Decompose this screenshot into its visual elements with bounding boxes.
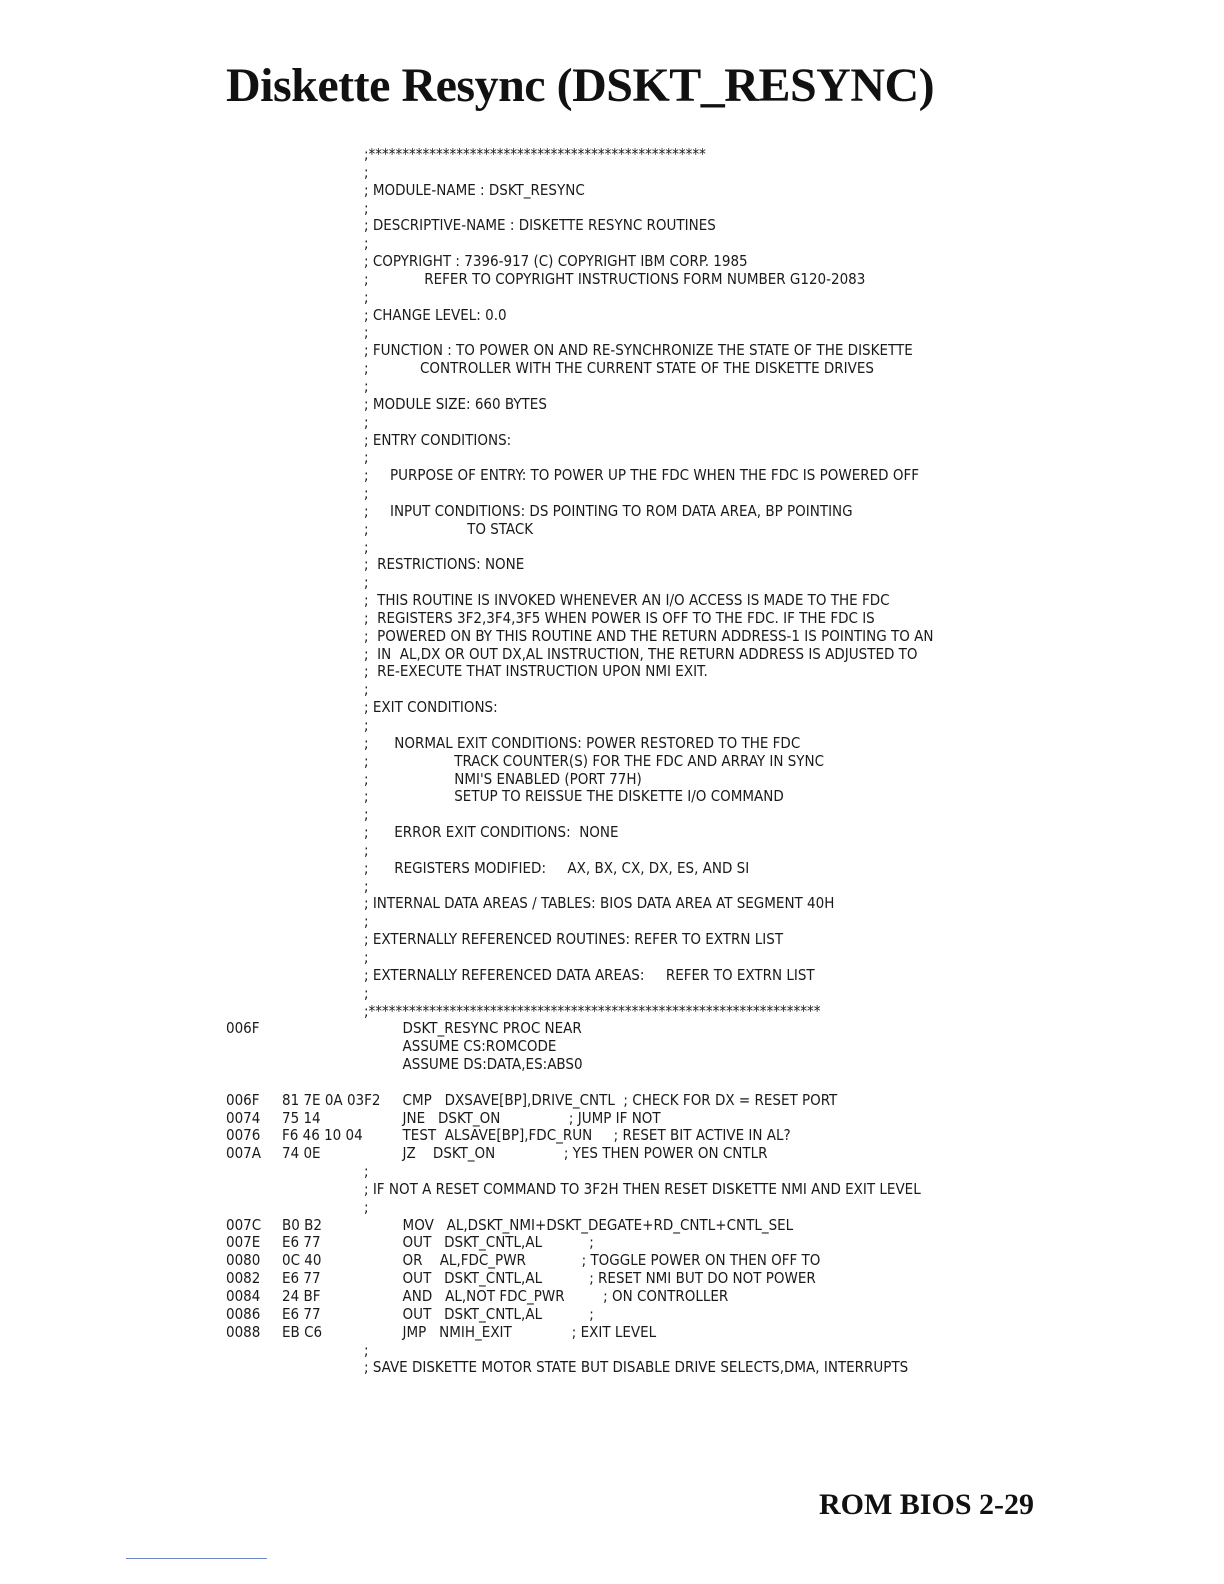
listing-address: 007A — [226, 1144, 261, 1163]
listing-source-text: ; INPUT CONDITIONS: DS POINTING TO ROM DATA AREA, BP POINTING — [364, 501, 853, 520]
listing-line — [226, 289, 1216, 307]
listing-line — [226, 1092, 1216, 1110]
listing-source-text: ASSUME CS:ROMCODE — [364, 1037, 557, 1056]
listing-line — [226, 235, 1216, 253]
listing-line — [226, 1074, 1216, 1092]
listing-line — [226, 574, 1216, 592]
listing-line — [226, 253, 1216, 271]
listing-line — [226, 1234, 1216, 1252]
listing-source-text: ; — [364, 287, 369, 306]
listing-source-text: ; MODULE SIZE: 660 BYTES — [364, 394, 547, 413]
listing-source-text: ; — [364, 947, 369, 966]
listing-line — [226, 414, 1216, 432]
listing-line — [226, 878, 1216, 896]
listing-object-code: 75 14 — [282, 1108, 321, 1127]
listing-line — [226, 503, 1216, 521]
listing-source-text: ; EXTERNALLY REFERENCED DATA AREAS: REFER TO EXTRN LIST — [364, 965, 815, 984]
listing-source-text: ; — [364, 716, 369, 734]
listing-line — [226, 592, 1216, 610]
listing-source-text: ;******************************************************************* — [364, 1001, 821, 1020]
listing-source-text: ; TO STACK — [364, 519, 534, 538]
listing-line — [226, 360, 1216, 378]
listing-line — [226, 699, 1216, 717]
listing-line — [226, 271, 1216, 289]
listing-source-text: ; EXTERNALLY REFERENCED ROUTINES: REFER TO EXTRN LIST — [364, 930, 784, 949]
listing-line — [226, 842, 1216, 860]
listing-line — [226, 788, 1216, 806]
listing-source-text: MOV AL,DSKT_NMI+DSKT_DEGATE+RD_CNTL+CNTL_SEL — [364, 1215, 794, 1234]
listing-line — [226, 200, 1216, 218]
listing-line — [226, 949, 1216, 967]
listing-source-text: ; — [364, 573, 369, 592]
listing-source-text: ; RE-EXECUTE THAT INSTRUCTION UPON NMI EXIT. — [364, 662, 708, 681]
listing-source-text: JZ DSKT_ON ; YES THEN POWER ON CNTLR — [364, 1144, 768, 1163]
listing-source-text: ; IN AL,DX OR OUT DX,AL INSTRUCTION, THE RETURN ADDRESS IS ADJUSTED TO — [364, 644, 918, 663]
listing-address: 0082 — [226, 1269, 261, 1288]
listing-line — [226, 628, 1216, 646]
listing-source-text: ; — [364, 876, 369, 895]
listing-object-code: F6 46 10 04 — [282, 1126, 363, 1145]
listing-line — [226, 182, 1216, 200]
listing-source-text: ; ENTRY CONDITIONS: — [364, 430, 512, 449]
listing-line — [226, 1038, 1216, 1056]
listing-source-text: ; — [364, 448, 369, 467]
listing-source-text: ; REFER TO COPYRIGHT INSTRUCTIONS FORM NUMBER G120-2083 — [364, 269, 866, 288]
listing-source-text: ; — [364, 412, 369, 431]
listing-object-code: E6 77 — [282, 1269, 321, 1288]
listing-source-text: CMP DXSAVE[BP],DRIVE_CNTL ; CHECK FOR DX = RESET PORT — [364, 1090, 838, 1109]
listing-object-code: 0C 40 — [282, 1251, 322, 1270]
listing-line — [226, 735, 1216, 753]
listing-line — [226, 771, 1216, 789]
listing-source-text: OUT DSKT_CNTL,AL ; — [364, 1304, 594, 1323]
listing-address: 007C — [226, 1215, 262, 1234]
listing-line — [226, 1181, 1216, 1199]
listing-line — [226, 556, 1216, 574]
listing-object-code: EB C6 — [282, 1322, 323, 1341]
listing-line — [226, 217, 1216, 235]
listing-line — [226, 913, 1216, 931]
listing-line — [226, 860, 1216, 878]
listing-source-text: OUT DSKT_CNTL,AL ; — [364, 1233, 594, 1252]
listing-line — [226, 1217, 1216, 1235]
listing-line — [226, 967, 1216, 985]
listing-source-text: JMP NMIH_EXIT ; EXIT LEVEL — [364, 1322, 657, 1341]
listing-line — [226, 610, 1216, 628]
listing-source-text: ; TRACK COUNTER(S) FOR THE FDC AND ARRAY IN SYNC — [364, 751, 825, 770]
listing-source-text: TEST ALSAVE[BP],FDC_RUN ; RESET BIT ACTIVE IN AL? — [364, 1126, 791, 1145]
listing-line — [226, 646, 1216, 664]
listing-source-text: ; — [364, 484, 369, 503]
listing-line — [226, 1020, 1216, 1038]
listing-source-text: ; — [364, 840, 369, 859]
listing-line — [226, 307, 1216, 325]
listing-source-text: ; REGISTERS MODIFIED: AX, BX, CX, DX, ES, AND SI — [364, 858, 750, 877]
listing-source-text: OUT DSKT_CNTL,AL ; RESET NMI BUT DO NOT POWER — [364, 1269, 816, 1288]
listing-line — [226, 1003, 1216, 1021]
listing-line — [226, 1056, 1216, 1074]
listing-line — [226, 717, 1216, 735]
listing-source-text: ; INTERNAL DATA AREAS / TABLES: BIOS DATA AREA AT SEGMENT 40H — [364, 894, 835, 913]
listing-source-text: OR AL,FDC_PWR ; TOGGLE POWER ON THEN OFF TO — [364, 1251, 821, 1270]
listing-source-text: ;************************************************** — [364, 145, 706, 163]
listing-source-text: ; MODULE-NAME : DSKT_RESYNC — [364, 180, 585, 199]
listing-address: 006F — [226, 1090, 260, 1109]
listing-source-text: ; NMI'S ENABLED (PORT 77H) — [364, 769, 642, 788]
listing-source-text: ; — [364, 376, 369, 395]
listing-line — [226, 521, 1216, 539]
listing-source-text: ; RESTRICTIONS: NONE — [364, 555, 525, 574]
listing-line — [226, 895, 1216, 913]
listing-source-text: ; — [364, 805, 369, 824]
listing-address: 0076 — [226, 1126, 261, 1145]
listing-line — [226, 146, 1216, 164]
listing-line — [226, 449, 1216, 467]
code-listing — [226, 146, 1216, 1377]
listing-line — [226, 1110, 1216, 1128]
listing-line — [226, 396, 1216, 414]
listing-source-text: ; POWERED ON BY THIS ROUTINE AND THE RETURN ADDRESS-1 IS POINTING TO AN — [364, 626, 934, 645]
listing-address: 007E — [226, 1233, 261, 1252]
listing-source-text: ASSUME DS:DATA,ES:ABS0 — [364, 1055, 583, 1074]
listing-source-text: ; — [364, 1162, 369, 1181]
listing-line — [226, 1127, 1216, 1145]
listing-source-text: ; REGISTERS 3F2,3F4,3F5 WHEN POWER IS OFF TO THE FDC. IF THE FDC IS — [364, 608, 875, 627]
page-title: Diskette Resync (DSKT_RESYNC) — [226, 59, 935, 112]
listing-line — [226, 342, 1216, 360]
listing-source-text: ; — [364, 162, 369, 181]
listing-source-text: ; CONTROLLER WITH THE CURRENT STATE OF THE DISKETTE DRIVES — [364, 359, 874, 378]
listing-line — [226, 1324, 1216, 1342]
listing-object-code: E6 77 — [282, 1233, 321, 1252]
listing-line — [226, 1252, 1216, 1270]
listing-address: 006F — [226, 1019, 260, 1038]
listing-source-text: ; NORMAL EXIT CONDITIONS: POWER RESTORED TO THE FDC — [364, 733, 801, 752]
listing-source-text: ; SAVE DISKETTE MOTOR STATE BUT DISABLE DRIVE SELECTS,DMA, INTERRUPTS — [364, 1358, 909, 1377]
listing-source-text: ; — [364, 912, 369, 931]
listing-source-text: ; SETUP TO REISSUE THE DISKETTE I/O COMMAND — [364, 787, 784, 806]
listing-source-text: DSKT_RESYNC PROC NEAR — [364, 1019, 582, 1038]
listing-source-text: ; — [364, 1340, 369, 1359]
listing-line — [226, 324, 1216, 342]
listing-source-text: ; — [364, 983, 369, 1002]
listing-source-text: ; THIS ROUTINE IS INVOKED WHENEVER AN I/O ACCESS IS MADE TO THE FDC — [364, 591, 890, 610]
listing-line — [226, 1145, 1216, 1163]
listing-address: 0080 — [226, 1251, 261, 1270]
listing-line — [226, 467, 1216, 485]
listing-line — [226, 1288, 1216, 1306]
listing-object-code: 74 0E — [282, 1144, 321, 1163]
listing-source-text: ; — [364, 537, 369, 556]
footer-rule — [126, 1558, 267, 1559]
listing-line — [226, 1359, 1216, 1377]
listing-line — [226, 164, 1216, 182]
listing-source-text: JNE DSKT_ON ; JUMP IF NOT — [364, 1108, 661, 1127]
listing-source-text: ; COPYRIGHT : 7396-917 (C) COPYRIGHT IBM CORP. 1985 — [364, 252, 748, 271]
listing-line — [226, 753, 1216, 771]
listing-address: 0074 — [226, 1108, 261, 1127]
listing-object-code: 81 7E 0A 03F2 — [282, 1090, 381, 1109]
listing-address: 0084 — [226, 1287, 261, 1305]
listing-source-text: ; DESCRIPTIVE-NAME : DISKETTE RESYNC ROUTINES — [364, 216, 716, 235]
listing-source-text: ; — [364, 198, 369, 217]
listing-source-text: ; FUNCTION : TO POWER ON AND RE-SYNCHRONIZE THE STATE OF THE DISKETTE — [364, 341, 913, 360]
listing-source-text: ; CHANGE LEVEL: 0.0 — [364, 305, 507, 324]
listing-line — [226, 485, 1216, 503]
listing-line — [226, 1306, 1216, 1324]
listing-source-text: ; IF NOT A RESET COMMAND TO 3F2H THEN RESET DISKETTE NMI AND EXIT LEVEL — [364, 1179, 921, 1198]
listing-source-text: ; — [364, 1197, 369, 1216]
listing-source-text: AND AL,NOT FDC_PWR ; ON CONTROLLER — [364, 1287, 729, 1305]
listing-line — [226, 681, 1216, 699]
listing-address: 0086 — [226, 1304, 261, 1323]
listing-line — [226, 1270, 1216, 1288]
listing-source-text: ; ERROR EXIT CONDITIONS: NONE — [364, 823, 619, 842]
listing-address: 0088 — [226, 1322, 261, 1341]
listing-object-code: 24 BF — [282, 1287, 321, 1305]
page-footer: ROM BIOS 2-29 — [818, 1488, 1034, 1521]
listing-source-text: ; — [364, 234, 369, 253]
listing-source-text: ; PURPOSE OF ENTRY: TO POWER UP THE FDC WHEN THE FDC IS POWERED OFF — [364, 466, 919, 485]
listing-object-code: B0 B2 — [282, 1215, 322, 1234]
listing-line — [226, 539, 1216, 557]
listing-line — [226, 378, 1216, 396]
listing-object-code: E6 77 — [282, 1304, 321, 1323]
listing-line — [226, 663, 1216, 681]
listing-line — [226, 806, 1216, 824]
listing-source-text: ; — [364, 323, 369, 342]
listing-source-text: ; EXIT CONDITIONS: — [364, 698, 498, 717]
listing-line — [226, 824, 1216, 842]
listing-source-text: ; — [364, 680, 369, 699]
listing-line — [226, 1163, 1216, 1181]
listing-line — [226, 931, 1216, 949]
listing-line — [226, 1342, 1216, 1360]
listing-line — [226, 1199, 1216, 1217]
listing-line — [226, 985, 1216, 1003]
listing-line — [226, 432, 1216, 450]
